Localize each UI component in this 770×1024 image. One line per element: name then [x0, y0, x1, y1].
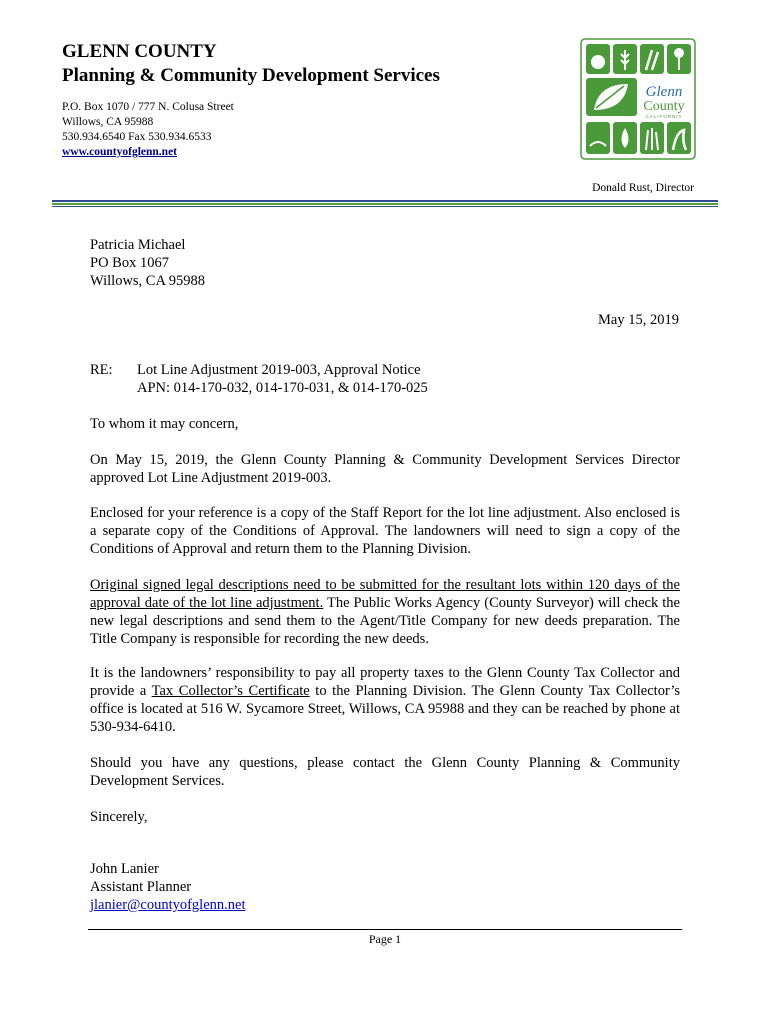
closing: Sincerely,	[90, 809, 148, 825]
letterhead-divider-green	[52, 203, 718, 205]
county-logo	[580, 38, 696, 160]
letter-date: May 15, 2019	[598, 312, 679, 328]
re-apn: APN: 014-170-032, 014-170-031, & 014-170-025	[137, 380, 428, 396]
department-name: Planning & Community Development Services	[62, 65, 440, 86]
footer-divider	[88, 929, 682, 930]
logo-text-county: County	[643, 99, 685, 114]
recipient-city: Willows, CA 95988	[90, 273, 206, 289]
taxes-text-b: to the Planning Division. The Glenn County Tax Collector’s office is located at 516 W. Sycamore Street, Willows, CA 95988 and they can be reached by phone at 530-934-6410.	[90, 683, 680, 735]
re-block	[137, 361, 428, 397]
org-name: GLENN COUNTY	[62, 41, 217, 62]
paragraph-approval: On May 15, 2019, the Glenn County Planning & Community Development Services Director approved Lot Line Adjustment 2019-003.	[90, 452, 680, 486]
logo-tile-water-icon	[586, 122, 610, 154]
address-line-1: P.O. Box 1070 / 777 N. Colusa Street	[62, 101, 234, 113]
paragraph-legal-descriptions	[90, 576, 680, 648]
legal-descriptions-rest: The Public Works Agency (County Surveyor) will check the new legal descriptions and send them to the Agent/Title Company for new deeds preparation. The Title Company is responsible for recording the new deeds.	[90, 595, 680, 647]
recipient-po-box: PO Box 1067	[90, 255, 169, 271]
taxes-text-a: It is the landowners’ responsibility to pay all property taxes to the Glenn County Tax Collector and provide a	[90, 665, 680, 699]
page-number: Page 1	[368, 932, 402, 946]
salutation: To whom it may concern,	[90, 416, 239, 432]
letterhead-divider	[52, 200, 718, 202]
re-subject: Lot Line Adjustment 2019-003, Approval Notice	[137, 362, 421, 378]
paragraph-property-taxes	[90, 664, 680, 736]
paragraph-enclosures: Enclosed for your reference is a copy of the Staff Report for the lot line adjustment. Also enclosed is a separate copy of the Conditions of Approval. The landowners will need to sign a copy of the Conditions of Approval and return them to the Planning Division.	[90, 505, 680, 557]
letterhead-address	[62, 100, 234, 160]
re-label: RE:	[90, 362, 113, 378]
paragraph-questions: Should you have any questions, please contact the Glenn County Planning & Community Development Services.	[90, 755, 680, 789]
signer-title: Assistant Planner	[90, 879, 192, 895]
tax-certificate-text: Tax Collector’s Certificate	[151, 683, 310, 699]
signer-email-link[interactable]: jlanier@countyofglenn.net	[90, 897, 246, 913]
legal-deadline-text: Original signed legal descriptions need to be submitted for the resultant lots within 120 days of the approval date of the lot line adjustment.	[90, 577, 680, 611]
logo-tile-bird-icon	[667, 122, 691, 154]
letterhead-divider-thin	[52, 206, 718, 207]
director-name: Donald Rust, Director	[592, 182, 694, 194]
address-line-2: Willows, CA 95988	[62, 116, 154, 128]
signer-name: John Lanier	[90, 861, 159, 877]
phone-fax: 530.934.6540 Fax 530.934.6533	[62, 131, 212, 143]
recipient-name: Patricia Michael	[90, 237, 186, 253]
recipient-address	[90, 236, 205, 290]
logo-text-state: CALIFORNIA	[645, 114, 683, 119]
signature-block	[90, 860, 680, 914]
website-link[interactable]: www.countyofglenn.net	[62, 146, 178, 158]
logo-text-glenn: Glenn	[645, 84, 683, 100]
